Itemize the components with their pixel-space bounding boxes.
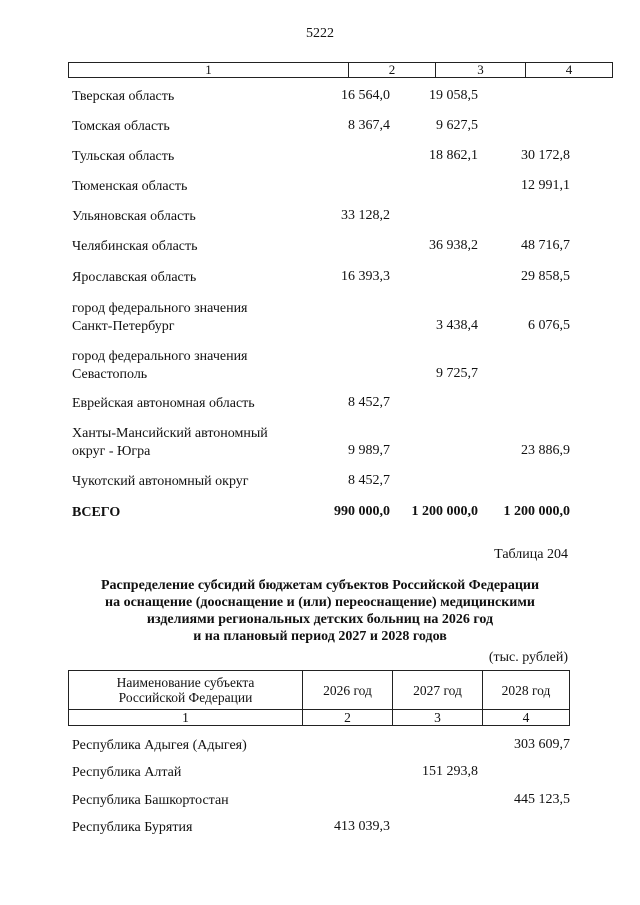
column-number: 1 <box>69 710 303 726</box>
value-2028: 6 076,5 <box>528 318 570 333</box>
table-row <box>72 473 572 493</box>
value-2026: 8 367,4 <box>348 118 390 133</box>
value-2027: 36 938,2 <box>429 238 478 253</box>
value-2027: 3 438,4 <box>436 318 478 333</box>
header-name-line2: Российской Федерации <box>118 690 253 705</box>
value-2028: 303 609,7 <box>514 737 570 752</box>
region-name: Республика Адыгея (Адыгея) <box>72 738 247 753</box>
value-2026: 16 564,0 <box>341 88 390 103</box>
column-number: 3 <box>436 63 526 78</box>
table1-column-number-header <box>68 62 613 78</box>
total-2026: 990 000,0 <box>334 504 390 519</box>
region-name-line1: город федерального значения <box>72 349 248 364</box>
region-name-line2: округ - Югра <box>72 444 151 459</box>
value-2026: 33 128,2 <box>341 208 390 223</box>
value-2027: 151 293,8 <box>422 764 478 779</box>
region-name: Ярославская область <box>72 270 197 285</box>
column-number: 2 <box>303 710 393 726</box>
header-year: 2027 год <box>393 671 483 710</box>
value-2028: 29 858,5 <box>521 269 570 284</box>
value-2027: 9 627,5 <box>436 118 478 133</box>
table-row <box>72 819 572 839</box>
value-2027: 18 862,1 <box>429 148 478 163</box>
table-row <box>72 792 572 812</box>
title-line: изделиями региональных детских больниц на 2026 год <box>146 612 494 627</box>
value-2027: 9 725,7 <box>436 366 478 381</box>
region-name: Республика Алтай <box>72 765 182 780</box>
table-row <box>72 118 572 138</box>
table-row <box>72 737 572 757</box>
table2-header <box>68 670 570 726</box>
value-2026: 9 989,7 <box>348 443 390 458</box>
header-year: 2026 год <box>303 671 393 710</box>
title-line: и на плановый период 2027 и 2028 годов <box>193 629 447 644</box>
value-2028: 48 716,7 <box>521 238 570 253</box>
table-row <box>72 238 572 258</box>
region-name-line1: город федерального значения <box>72 301 248 316</box>
table-title <box>60 577 580 645</box>
region-name: Тюменская область <box>72 179 188 194</box>
column-number: 1 <box>69 63 349 78</box>
column-number: 4 <box>526 63 613 78</box>
region-name: Еврейская автономная область <box>72 396 255 411</box>
region-name-line1: Ханты-Мансийский автономный <box>72 426 268 441</box>
total-2028: 1 200 000,0 <box>503 504 570 519</box>
region-name: Тульская область <box>72 149 175 164</box>
region-name: Тверская область <box>72 89 175 104</box>
title-line: на оснащение (дооснащение и (или) переоснащение) медицинскими <box>105 595 535 610</box>
table-row <box>72 178 572 198</box>
table-row <box>72 269 572 289</box>
table-row <box>72 208 572 228</box>
units-label: (тыс. рублей) <box>488 650 568 665</box>
region-name: Чукотский автономный округ <box>72 474 249 489</box>
region-name: Республика Бурятия <box>72 820 193 835</box>
header-name-line1: Наименование субъекта <box>116 675 255 690</box>
value-2028: 30 172,8 <box>521 148 570 163</box>
region-name: Челябинская область <box>72 239 198 254</box>
table-row <box>72 348 572 384</box>
title-line: Распределение субсидий бюджетам субъектов Российской Федерации <box>100 578 540 593</box>
region-name: Томская область <box>72 119 170 134</box>
region-name-line2: Санкт-Петербург <box>72 319 175 334</box>
value-2026: 413 039,3 <box>334 819 390 834</box>
column-number: 4 <box>483 710 570 726</box>
value-2026: 8 452,7 <box>348 473 390 488</box>
value-2027: 19 058,5 <box>429 88 478 103</box>
table-row <box>72 395 572 415</box>
table-row <box>72 88 572 108</box>
header-name-cell <box>69 671 303 710</box>
table-label: Таблица 204 <box>494 547 568 562</box>
header-year: 2028 год <box>483 671 570 710</box>
table-row <box>72 764 572 784</box>
table-row <box>72 148 572 168</box>
value-2028: 23 886,9 <box>521 443 570 458</box>
region-name: Республика Башкортостан <box>72 793 229 808</box>
total-2027: 1 200 000,0 <box>411 504 478 519</box>
value-2026: 16 393,3 <box>341 269 390 284</box>
value-2028: 445 123,5 <box>514 792 570 807</box>
column-number: 3 <box>393 710 483 726</box>
total-row <box>72 504 572 524</box>
value-2028: 12 991,1 <box>521 178 570 193</box>
region-name: Ульяновская область <box>72 209 196 224</box>
column-number: 2 <box>349 63 436 78</box>
region-name-line2: Севастополь <box>72 367 148 382</box>
table-row <box>72 425 572 461</box>
total-label: ВСЕГО <box>72 505 121 520</box>
page-number: 5222 <box>306 26 334 41</box>
value-2026: 8 452,7 <box>348 395 390 410</box>
table-row <box>72 300 572 336</box>
